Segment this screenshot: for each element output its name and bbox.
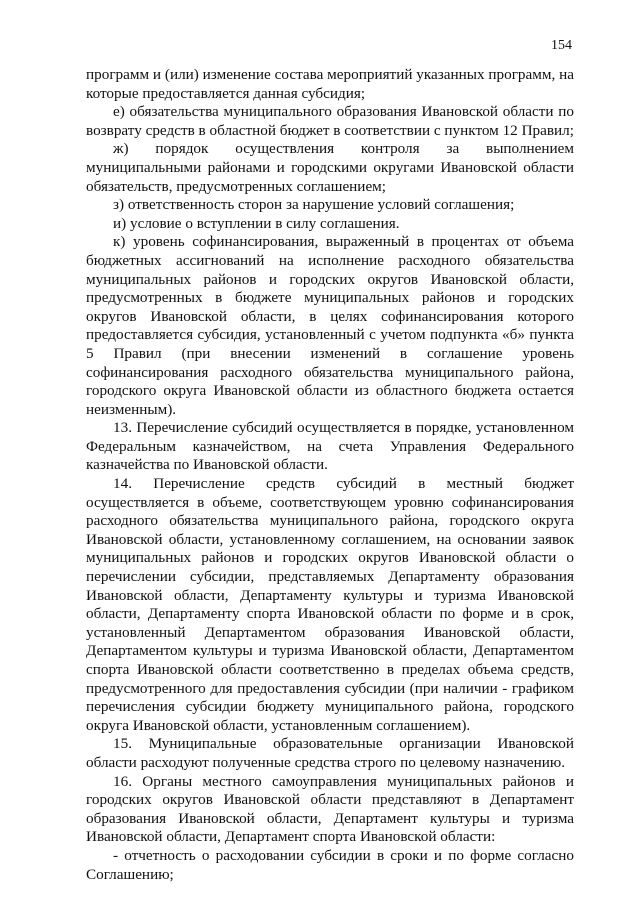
paragraph-subitem-zh: ж) порядок осуществления контроля за выполнением муниципальными районами и городскими округами Ивановской области обязательств, предусмотренных соглашением;	[86, 140, 574, 195]
paragraph-continuation: программ и (или) изменение состава мероприятий указанных программ, на которые предоставляется данная субсидия;	[86, 66, 574, 102]
paragraph-item-13: 13. Перечисление субсидий осуществляется в порядке, установленном Федеральным казначейством, на счета Управления Федерального казначейства по Ивановской области.	[86, 419, 574, 474]
paragraph-item-16-bullet: - отчетность о расходовании субсидии в сроки и по форме согласно Соглашению;	[86, 846, 574, 883]
paragraph-subitem-i: и) условие о вступлении в силу соглашения.	[113, 214, 400, 232]
paragraph-item-14: 14. Перечисление средств субсидий в местный бюджет осуществляется в объеме, соответствующем уровню софинансирования расходного обязательства муниципального района, городского округа Ивановской области, установленному соглашением, на основании заявок муниципальных районов и городских округов Ивановской области о перечислении субсидии, представляемых Департаменту образования Ивановской области, Департаменту культуры и туризма Ивановской области, Департаменту спорта Ивановской области по форме и в срок, установленный Департаментом образования Ивановской области, Департаментом культуры и туризма Ивановской области, Департаментом спорта Ивановской области соответственно в пределах объема средств, предусмотренного для предоставления субсидии (при наличии - графиком перечисления субсидии бюджету муниципального района, городского округа Ивановской области, установленным соглашением).	[86, 475, 574, 734]
paragraph-subitem-e: е) обязательства муниципального образования Ивановской области по возврату средств в областной бюджет в соответствии с пунктом 12 Правил;	[86, 103, 574, 139]
page-number: 154	[551, 38, 572, 53]
paragraph-item-16: 16. Органы местного самоуправления муниципальных районов и городских округов Ивановской области представляют в Департамент образования Ивановской области, Департамент культуры и туризма Ивановской области, Департамент спорта Ивановской области:	[86, 772, 574, 846]
paragraph-subitem-k: к) уровень софинансирования, выраженный в процентах от объема бюджетных ассигнований на исполнение расходного обязательства муниципальных районов и городских округов Ивановской области, предусмотренных в бюджете муниципальных районов и городских округов Ивановской области, в целях софинансирования которого предоставляется субсидия, установленный с учетом подпункта «б» пункта 5 Правил (при внесении изменений в соглашение уровень софинансирования расходного обязательства муниципального района, городского округа Ивановской области из областного бюджета остается неизменным).	[86, 233, 574, 418]
document-body	[86, 66, 574, 884]
paragraph-subitem-z: з) ответственность сторон за нарушение условий соглашения;	[113, 196, 515, 214]
paragraph-item-15: 15. Муниципальные образовательные организации Ивановской области расходуют полученные средства строго по целевому назначению.	[86, 735, 574, 771]
